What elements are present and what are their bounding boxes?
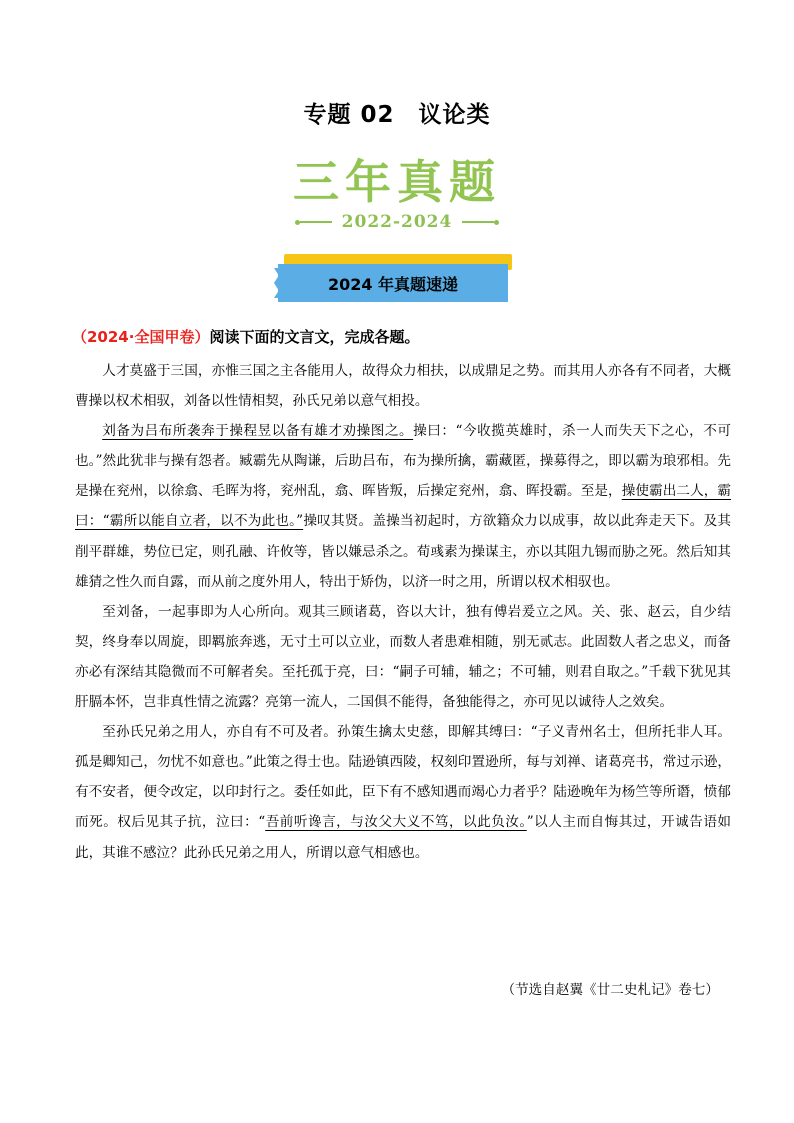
page-heading: 专题 02 议论类 (303, 102, 491, 128)
article-paragraph (75, 416, 731, 597)
source-citation: （节选自赵翼《廿二史札记》卷七） (501, 982, 719, 998)
paragraph-text: 人才莫盛于三国，亦惟三国之主各能用人，故得众力相扶，以成鼎足之势。而其用人亦各有不同者，大概曹操以权术相驭，刘备以性情相契，孙氏兄弟以意气相投。 (75, 363, 731, 410)
year-range: 2022-2024 (341, 212, 453, 232)
year-range-row (0, 210, 794, 234)
section-banner (274, 254, 512, 304)
underlined-sentence: 吾前听谗言，与汝父大义不笃，以此负汝。 (265, 814, 527, 831)
article-paragraph (75, 356, 731, 416)
paragraph-text: 至孙氏兄弟之用人，亦自有不可及者。孙策生擒太史慈，即解其缚曰：“子义青州名士，但所托非人耳。孤是卿知己，勿忧不如意也。”此策之得士也。陆逊镇西陵，权刻印置逊所，每与刘禅、诸葛亮书，常过示逊，有不安者，便令改定，以印封行之。委任如此，臣下有不感知遇而竭心力者乎？陆逊晚年为杨竺等所谮，愤郁而死。权后见其子抗，泣曰：“ (75, 724, 731, 831)
paragraph-text: 操曰：“今收揽英雄时，杀一人而失天下之心，不可也。”然此犹非与操有怨者。臧霸先从陶谦，后助吕布，布为操所擒，霸藏匿，操募得之，即以霸为琅邪相。先是操在兖州，以徐翕、毛晖为将，兖州乱，翕、晖皆叛，后操定兖州，翕、晖投霸。至是， (75, 423, 732, 500)
underlined-sentence: 操使霸出二人，霸曰：“霸所以能自立者，以不为此也。” (75, 483, 732, 530)
banner-label: 2024 年真题速递 (278, 264, 508, 302)
article-paragraph (75, 717, 731, 867)
left-decoration (295, 220, 332, 225)
question-prompt (72, 326, 732, 347)
exam-tag: （2024·全国甲卷） (72, 328, 210, 346)
article-body (75, 356, 731, 868)
paragraph-text: 操叹其贤。盖操当初起时，方欲籍众力以成事，故以此奔走天下。及其削平群雄，势位已定，则孔融、许攸等，皆以嫌忌杀之。荀彧素为操谋主，亦以其阻九锡而胁之死。然后知其雄猜之性久而自露，而从前之度外用人，特出于矫伪，以济一时之用，所谓以权术相驭也。 (75, 513, 731, 590)
underlined-sentence: 刘备为吕布所袭奔于操程昱以备有雄才劝操图之。 (102, 423, 414, 440)
right-decoration (462, 220, 499, 225)
question-text: 阅读下面的文言文，完成各题。 (209, 328, 420, 346)
article-paragraph (75, 597, 731, 717)
paragraph-text: ”以人主而自悔其过，开诚告语如此，其谁不感泣？此孙氏兄弟之用人，所谓以意气相感也。 (75, 814, 732, 861)
paragraph-text: 至刘备，一起事即为人心所向。观其三顾诸葛，咨以大计，独有傅岩爰立之风。关、张、赵云，自少结契，终身奉以周旋，即羁旅奔逃，无寸土可以立业，而数人者患难相随，别无贰志。此固数人者之忠义，而备亦必有深结其隐微而不可解者矣。至托孤于亮，曰：“嗣子可辅，辅之；不可辅，则君自取之。”千载下犹见其肝膈本怀，岂非真性情之流露？亮第一流人，二国俱不能得，备独能得之，亦可见以诚待人之效矣。 (75, 603, 731, 711)
big-title: 三年真题 (293, 155, 501, 209)
